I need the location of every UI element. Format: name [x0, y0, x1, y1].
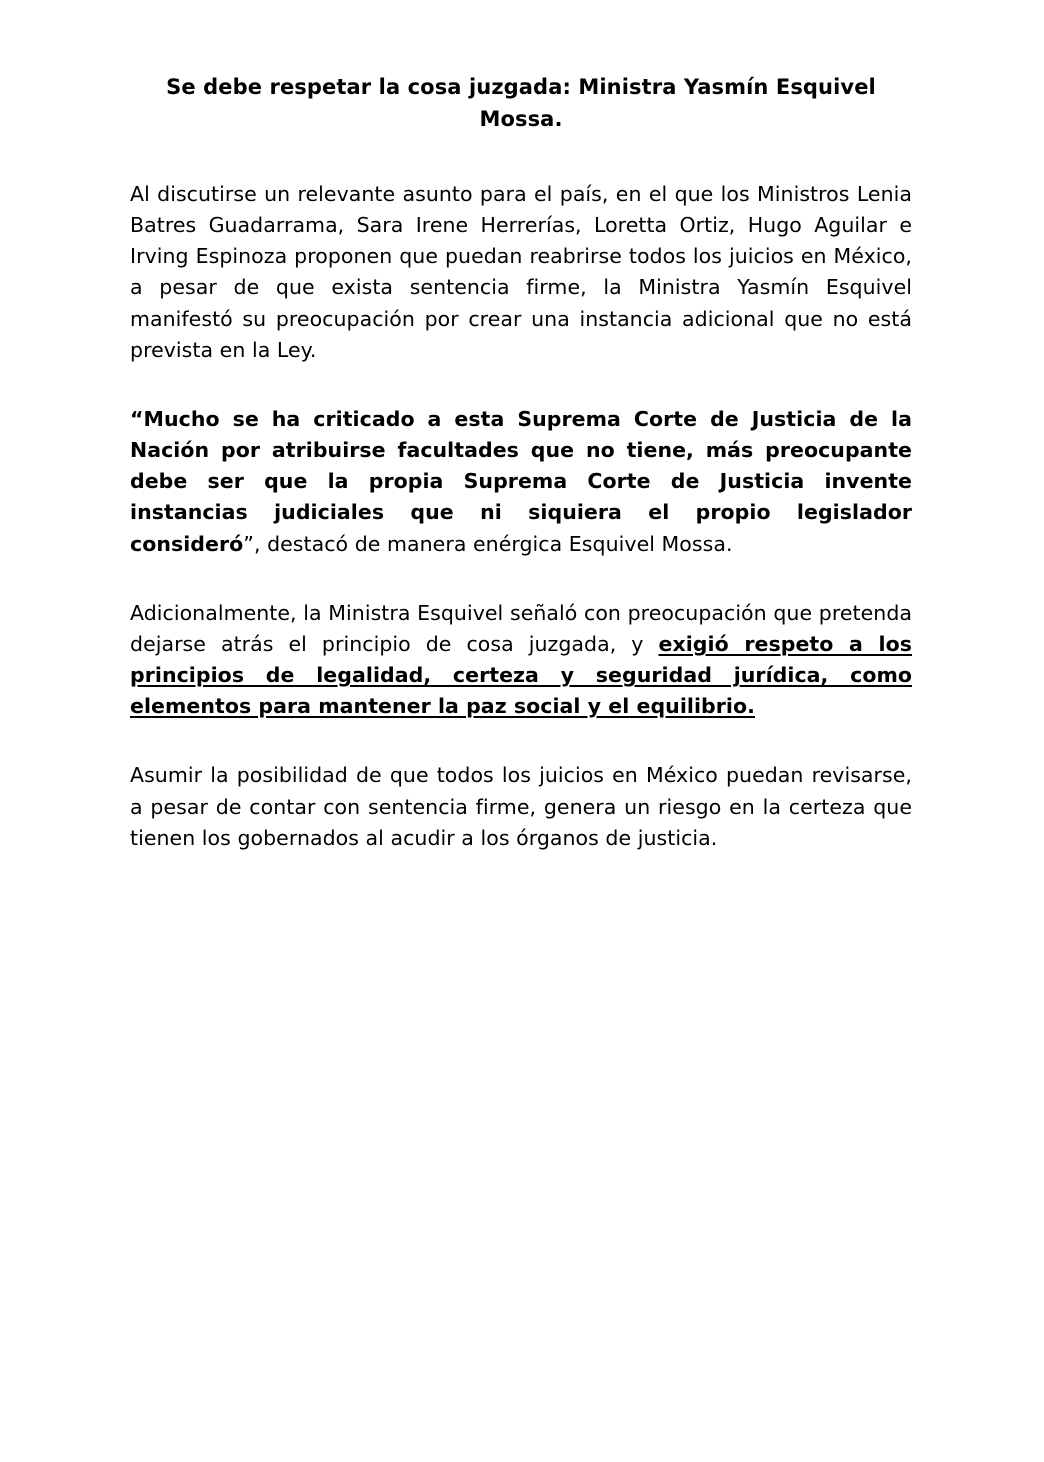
paragraph-additional-emphasis: exigió respeto a los principios de legalidad, certeza y seguridad jurídica, como elementos para mantener la paz social y el equilibrio.	[130, 631, 913, 719]
paragraph-closing: Asumir la posibilidad de que todos los juicios en México puedan revisarse, a pesar de contar con sentencia firme, genera un riesgo en la certeza que tienen los gobernados al acudir a los órganos de justicia.	[130, 763, 912, 850]
paragraph-quote	[130, 404, 912, 560]
paragraph-additional-lead: Adicionalmente, la Ministra Esquivel señaló con preocupación que pretenda dejarse atrás el principio de cosa juzgada, y	[130, 600, 912, 656]
page-title: Se debe respetar la cosa juzgada: Ministra Yasmín Esquivel Mossa.	[166, 75, 876, 131]
paragraph-additional	[130, 598, 912, 723]
quote-attribution: ”, destacó de manera enérgica Esquivel Mossa.	[243, 531, 733, 556]
quote-text: “Mucho se ha criticado a esta Suprema Corte de Justicia de la Nación por atribuirse facultades que no tiene, más preocupante debe ser que la propia Suprema Corte de Justicia invente instancias judiciales que ni siquiera el propio legislador consideró	[130, 406, 912, 556]
paragraph-intro: Al discutirse un relevante asunto para el país, en el que los Ministros Lenia Batres Guadarrama, Sara Irene Herrerías, Loretta Ortiz, Hugo Aguilar e Irving Espinoza proponen que puedan reabrirse todos los juicios en México, a pesar de que exista sentencia firme, la Ministra Yasmín Esquivel manifestó su preocupación por crear una instancia adicional que no está prevista en la Ley.	[130, 182, 912, 362]
